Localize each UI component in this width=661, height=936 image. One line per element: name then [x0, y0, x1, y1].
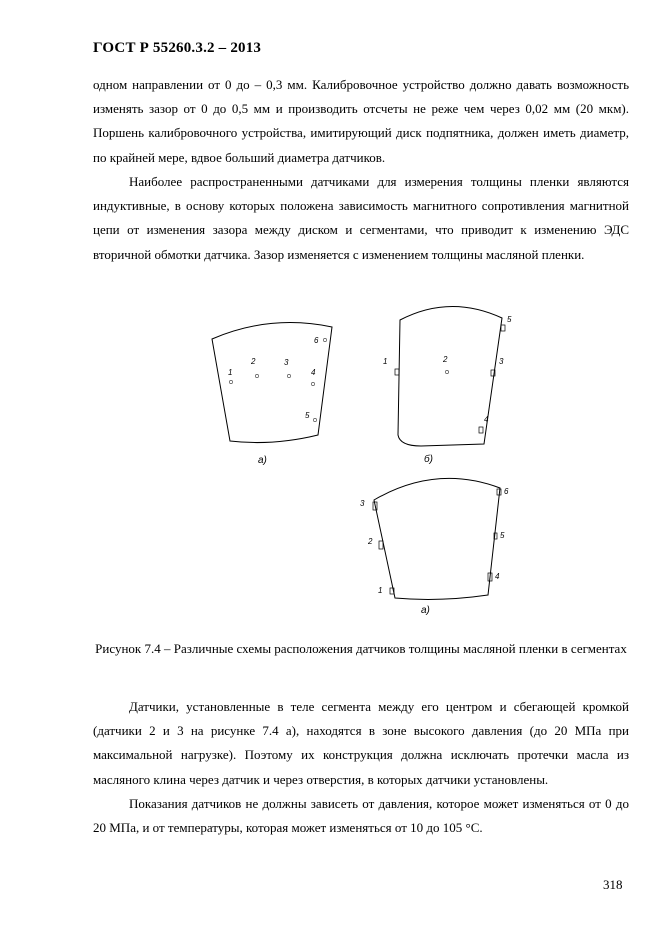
sensor-b-5-label: 5 — [507, 315, 512, 324]
sensor-a-6-label: 6 — [314, 336, 319, 345]
sensor-c-2-label: 2 — [368, 537, 373, 546]
segment-b — [383, 306, 512, 465]
figure-caption: Рисунок 7.4 – Различные схемы расположения датчиков толщины масляной пленки в сегментах — [95, 641, 627, 656]
document-header: ГОСТ Р 55260.3.2 – 2013 — [93, 40, 262, 56]
segment-c — [360, 478, 509, 616]
sensor-a-6 — [323, 338, 326, 341]
sensor-a-1 — [229, 380, 232, 383]
page-number: 318 — [603, 877, 623, 892]
sensor-c-4-label: 4 — [495, 572, 500, 581]
sensor-a-3-label: 3 — [284, 358, 289, 367]
sensor-a-1-label: 1 — [228, 368, 233, 377]
sensor-b-1 — [395, 369, 399, 375]
sensor-b-2-label: 2 — [443, 355, 448, 364]
sensor-a-3 — [287, 374, 290, 377]
segment-a — [212, 323, 332, 466]
sensor-a-2 — [255, 374, 258, 377]
sensor-c-2 — [379, 541, 383, 549]
figure-a-label: а) — [258, 455, 267, 466]
sensor-c-5-label: 5 — [500, 531, 505, 540]
sensor-b-2 — [445, 370, 448, 373]
sensor-c-3-label: 3 — [360, 499, 365, 508]
figure-sensor-schemes — [200, 300, 540, 620]
sensor-a-4 — [311, 382, 314, 385]
figure-b-label: б) — [424, 454, 433, 465]
sensor-c-6-label: 6 — [504, 487, 509, 496]
sensor-a-4-label: 4 — [311, 368, 316, 377]
sensor-b-1-label: 1 — [383, 357, 388, 366]
sensor-b-5 — [501, 325, 505, 331]
paragraph-1: одном направлении от 0 до – 0,3 мм. Калибровочное устройство должно давать возможность изменять зазор от 0 до 0,5 мм и производить отсчеты не реже чем через 0,02 мм (20 мкм). Поршень калибровочного устройства, имитирующий диск подпятника, должен иметь диаметр, по крайней мере, вдвое больший диаметра датчиков. — [93, 77, 629, 165]
sensor-b-4 — [479, 427, 483, 433]
sensor-a-2-label: 2 — [251, 357, 256, 366]
paragraph-3: Датчики, установленные в теле сегмента между его центром и сбегающей кромкой (датчики 2 и 3 на рисунке 7.4 а), находятся в зоне высокого давления (до 20 МПа при максимальной нагрузке). Поэтому их конструкция должна исключать протечки масла из масляного клина через датчик и через отверстия, в которых датчики установлены. — [93, 699, 629, 787]
sensor-a-5-label: 5 — [305, 411, 310, 420]
sensor-a-5 — [313, 418, 316, 421]
figure-c-label: а) — [421, 605, 430, 616]
sensor-b-4-label: 4 — [484, 415, 489, 424]
paragraph-2: Наиболее распространенными датчиками для измерения толщины пленки являются индуктивные, в основу которых положена зависимость магнитного сопротивления магнитной цепи от изменения зазора между диском и сегментами, что приводит к изменению ЭДС вторичной обмотки датчика. Зазор изменяется с изменением толщины масляной пленки. — [93, 174, 629, 262]
paragraph-4: Показания датчиков не должны зависеть от давления, которое может изменяться от 0 до 20 МПа, и от температуры, которая может изменяться от 10 до 105 °С. — [93, 796, 629, 836]
sensor-b-3-label: 3 — [499, 357, 504, 366]
sensor-c-1-label: 1 — [378, 586, 383, 595]
